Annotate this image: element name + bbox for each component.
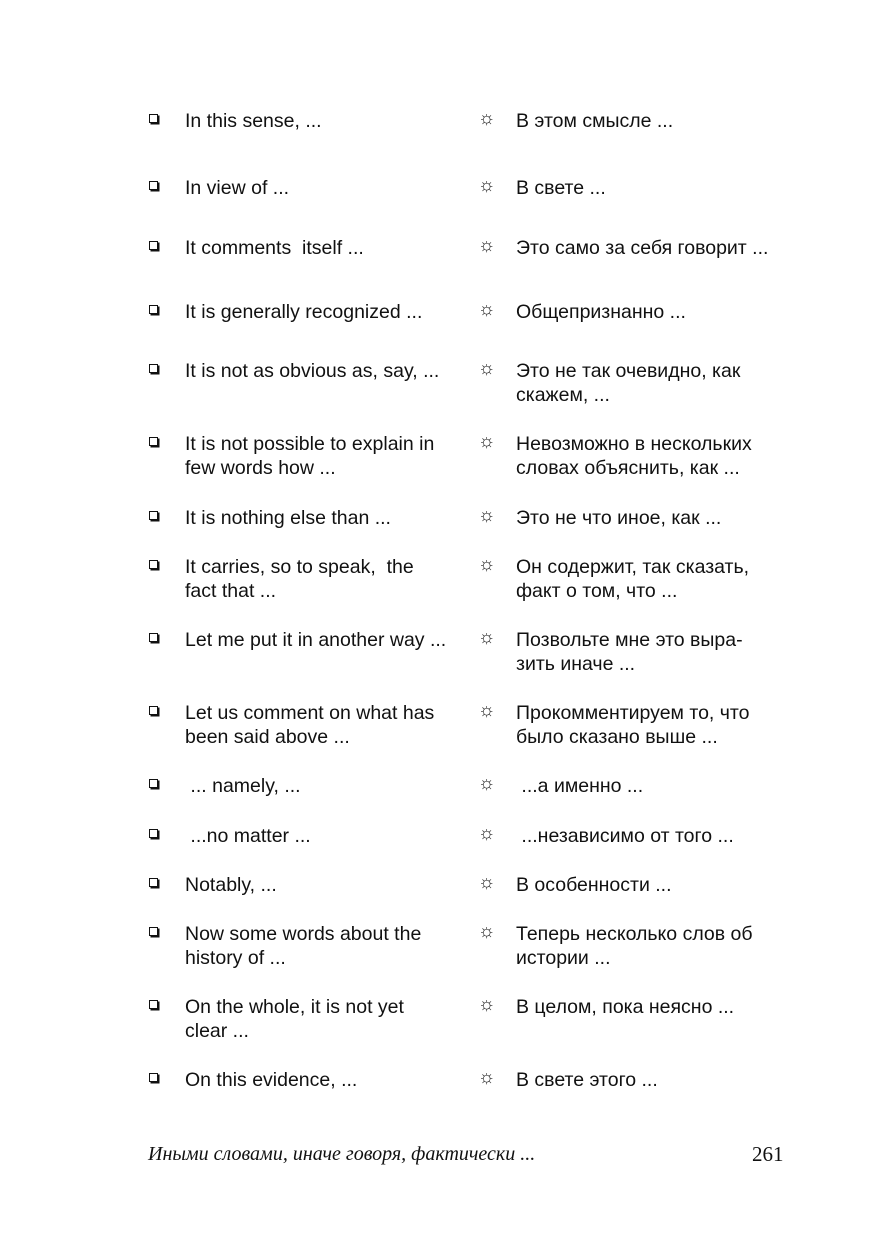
sun-icon: ☼	[478, 627, 496, 648]
square-bullet-icon	[149, 241, 158, 250]
square-bullet-icon	[149, 829, 158, 838]
english-phrase: Now some words about the history of ...	[185, 923, 422, 969]
page-number: 261	[752, 1142, 784, 1166]
russian-translation: Позвольте мне это выра- зить иначе ...	[516, 629, 743, 675]
russian-translation: Это не так очевидно, как скажем, ...	[516, 360, 741, 406]
square-bullet-icon	[149, 1000, 158, 1009]
russian-translation: Прокомментируем то, что было сказано выше ...	[516, 702, 750, 748]
square-bullet-icon	[149, 706, 158, 715]
russian-translation: В целом, пока неясно ...	[516, 996, 735, 1018]
sun-icon: ☼	[478, 299, 496, 320]
russian-translation: В свете ...	[516, 177, 606, 199]
russian-translation: В этом смысле ...	[516, 110, 674, 132]
russian-translation: Невозможно в нескольких словах объяснить, как ...	[516, 433, 752, 479]
russian-translation: Это само за себя говорит ...	[516, 237, 769, 259]
sun-icon: ☼	[478, 358, 496, 379]
running-footer-title: Иными словами, иначе говоря, фактически ...	[148, 1143, 536, 1165]
sun-icon: ☼	[478, 554, 496, 575]
english-phrase: Notably, ...	[185, 874, 277, 896]
sun-icon: ☼	[478, 700, 496, 721]
russian-translation: Общепризнанно ...	[516, 301, 686, 323]
square-bullet-icon	[149, 560, 158, 569]
sun-icon: ☼	[478, 431, 496, 452]
russian-translation: В свете этого ...	[516, 1069, 658, 1091]
square-bullet-icon	[149, 511, 158, 520]
square-bullet-icon	[149, 878, 158, 887]
english-phrase: ... namely, ...	[185, 775, 301, 797]
english-phrase: It is not as obvious as, say, ...	[185, 360, 440, 382]
english-phrase: In view of ...	[185, 177, 290, 199]
russian-translation: Он содержит, так сказать, факт о том, что ...	[516, 556, 750, 602]
english-phrase: Let me put it in another way ...	[185, 629, 447, 651]
english-phrase: It is generally recognized ...	[185, 301, 423, 323]
square-bullet-icon	[149, 1073, 158, 1082]
square-bullet-icon	[149, 114, 158, 123]
sun-icon: ☼	[478, 823, 496, 844]
english-phrase: It comments itself ...	[185, 237, 364, 259]
russian-translation: В особенности ...	[516, 874, 672, 896]
square-bullet-icon	[149, 779, 158, 788]
sun-icon: ☼	[478, 175, 496, 196]
square-bullet-icon	[149, 181, 158, 190]
russian-translation: ...а именно ...	[516, 775, 644, 797]
english-phrase: On the whole, it is not yet clear ...	[185, 996, 404, 1042]
sun-icon: ☼	[478, 773, 496, 794]
square-bullet-icon	[149, 364, 158, 373]
russian-translation: ...независимо от того ...	[516, 825, 734, 847]
sun-icon: ☼	[478, 235, 496, 256]
sun-icon: ☼	[478, 994, 496, 1015]
sun-icon: ☼	[478, 108, 496, 129]
square-bullet-icon	[149, 633, 158, 642]
english-phrase: It carries, so to speak, the fact that ...	[185, 556, 414, 602]
english-phrase: It is nothing else than ...	[185, 507, 391, 529]
sun-icon: ☼	[478, 505, 496, 526]
english-phrase: Let us comment on what has been said above ...	[185, 702, 435, 748]
english-phrase: ...no matter ...	[185, 825, 311, 847]
english-phrase: In this sense, ...	[185, 110, 322, 132]
russian-translation: Это не что иное, как ...	[516, 507, 722, 529]
sun-icon: ☼	[478, 921, 496, 942]
square-bullet-icon	[149, 305, 158, 314]
english-phrase: On this evidence, ...	[185, 1069, 358, 1091]
sun-icon: ☼	[478, 872, 496, 893]
square-bullet-icon	[149, 437, 158, 446]
sun-icon: ☼	[478, 1067, 496, 1088]
english-phrase: It is not possible to explain in few words how ...	[185, 433, 435, 479]
square-bullet-icon	[149, 927, 158, 936]
russian-translation: Теперь несколько слов об истории ...	[516, 923, 753, 969]
